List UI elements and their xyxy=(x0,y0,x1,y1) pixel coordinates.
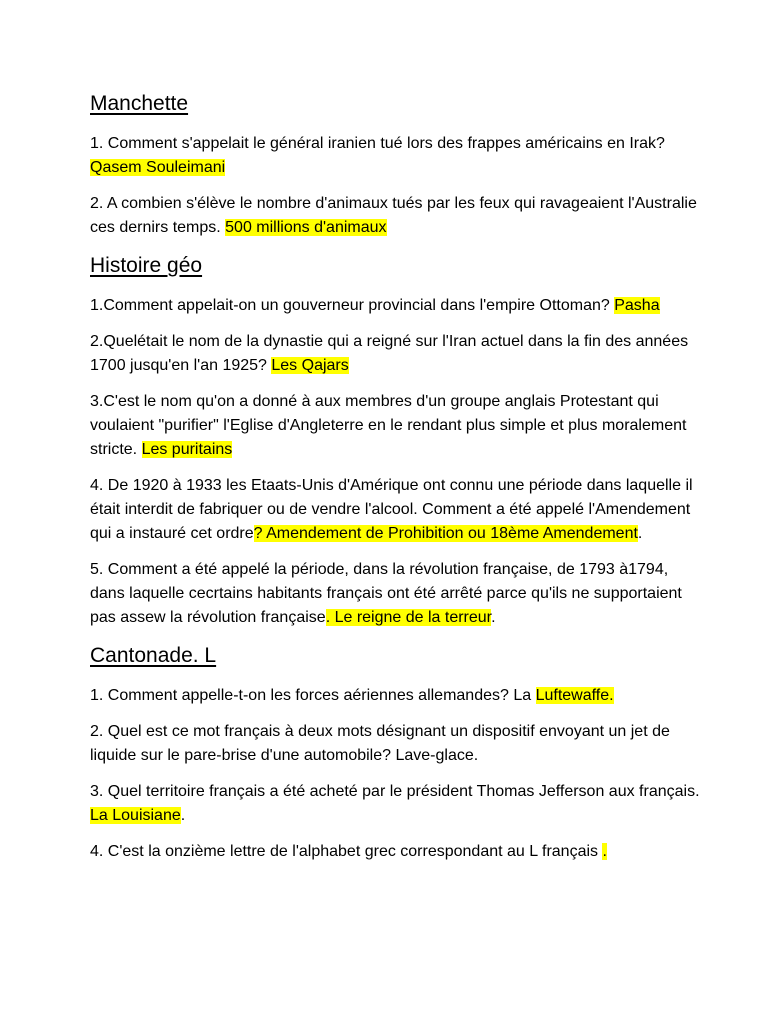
question xyxy=(90,294,702,318)
answer-highlight: 500 millions d'animaux xyxy=(225,219,387,236)
question xyxy=(90,192,702,240)
question-text: 3.C'est le nom qu'on a donné à aux membres d'un groupe anglais Protestant qui voulaient "purifier" l'Eglise d'Angleterre en le rendant plus simple et plus moralement stricte. xyxy=(90,393,687,458)
question-text: 2. A combien s'élève le nombre d'animaux tués par les feux qui ravageaient l'Australie ces dernirs temps. xyxy=(90,195,697,236)
section-heading: Manchette xyxy=(90,92,189,115)
question xyxy=(90,390,702,462)
question-text: 5. Comment a été appelé la période, dans la révolution française, de 1793 à1794, dans laquelle cecrtains habitants français ont été arrêté parce qu'ils ne supportaient pas assew la révolution française xyxy=(90,561,682,626)
section-cantonade xyxy=(90,642,728,864)
answer-highlight: Les Qajars xyxy=(271,357,349,374)
question xyxy=(90,840,702,864)
answer-highlight: . xyxy=(602,843,607,860)
question xyxy=(90,780,702,828)
question xyxy=(90,720,702,768)
question xyxy=(90,474,702,546)
question xyxy=(90,684,702,708)
question-text: 4. De 1920 à 1933 les Etaats-Unis d'Amérique ont connu une période dans laquelle il était interdit de fabriquer ou de vendre l'alcool. Comment a été appelé l'Amendement qui a instauré cet ordre xyxy=(90,477,693,542)
question xyxy=(90,132,702,180)
question-text: 1.Comment appelait-on un gouverneur provincial dans l'empire Ottoman? xyxy=(90,297,615,314)
section-heading: Cantonade. L xyxy=(90,644,217,667)
answer-highlight: Les puritains xyxy=(141,441,233,458)
answer-highlight: La Louisiane xyxy=(90,807,181,824)
answer-highlight: . Le reigne de la terreur xyxy=(325,609,492,626)
question-text: 2. Quel est ce mot français à deux mots désignant un dispositif envoyant un jet de liquide sur le pare-brise d'une automobile? Lave-glace. xyxy=(90,723,670,764)
question-text: 4. C'est la onzième lettre de l'alphabet grec correspondant au L français xyxy=(90,843,603,860)
question xyxy=(90,558,702,630)
question-text: 1. Comment s'appelait le général iranien tué lors des frappes américains en Irak? xyxy=(90,135,665,152)
section-heading: Histoire géo xyxy=(90,254,203,277)
answer-highlight: Pasha xyxy=(614,297,660,314)
answer-highlight: Luftewaffe. xyxy=(535,687,614,704)
section-histoire-geo xyxy=(90,252,728,630)
question-tail: . xyxy=(491,609,496,626)
section-manchette xyxy=(90,90,728,240)
question-text: 1. Comment appelle-t-on les forces aériennes allemandes? La xyxy=(90,687,536,704)
answer-highlight: Qasem Souleimani xyxy=(90,159,226,176)
question xyxy=(90,330,702,378)
question-text: 3. Quel territoire français a été acheté par le président Thomas Jefferson aux français. xyxy=(90,783,700,800)
question-text: 2.Quelétait le nom de la dynastie qui a reigné sur l'Iran actuel dans la fin des années 1700 jusqu'en l'an 1925? xyxy=(90,333,689,374)
question-tail: . xyxy=(180,807,186,824)
answer-highlight: ? Amendement de Prohibition ou 18ème Amendement xyxy=(253,525,638,542)
question-tail: . xyxy=(637,525,643,542)
